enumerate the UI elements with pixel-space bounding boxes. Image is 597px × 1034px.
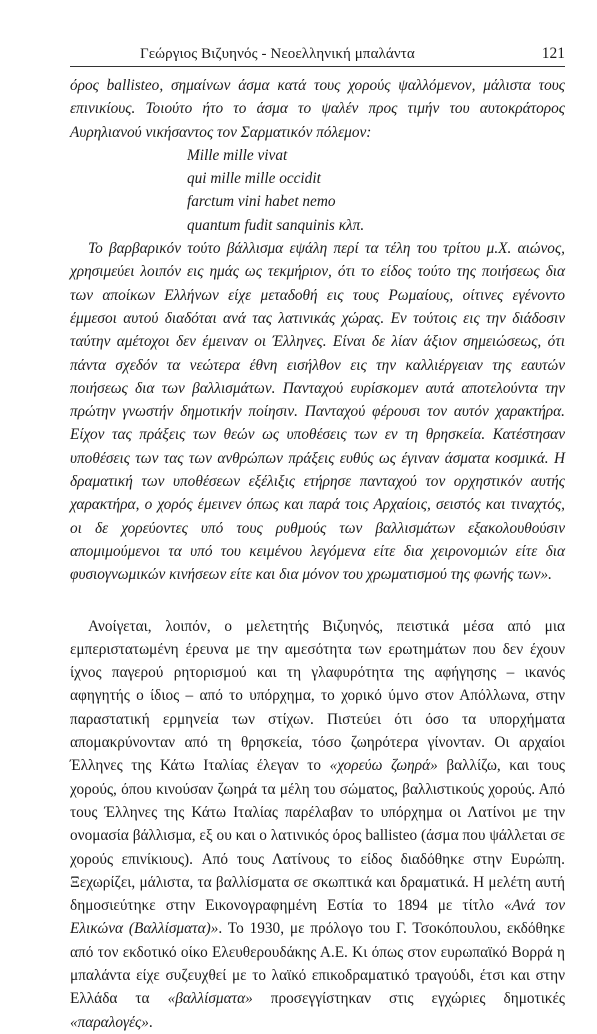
italic-phrase: «χορεύω ζωηρά» bbox=[329, 757, 438, 775]
verse-line: farctum vini habet nemo bbox=[187, 193, 336, 211]
page-number: 121 bbox=[541, 45, 565, 62]
quote-paragraph-1: όρος ballisteo, σημαίνων άσμα κατά τους χορούς ψαλλόμενον, μάλιστα τους επινικίους. Τοιούτο ήτο το άσμα το ψαλέν προς τιμήν του αυτοκράτορος Αυρηλιανού νικήσαντος τον Σαρματικόν πόλεμον: bbox=[70, 77, 565, 141]
body-text-run: . Το 1930, με πρόλογο του Γ. Τσοκόπουλου, εκδόθηκε από τον εκδοτικό οίκο Ελευθερουδάκης Α.Ε. Κι όπως στον ευρωπαϊκό Βορρά η μπαλάντα είχε συζευχθεί με το λαϊκό επικοδραματικό τραγούδι, έτσι και στην Ελλάδα τα bbox=[70, 920, 566, 1008]
verse-line: qui mille mille occidit bbox=[187, 170, 321, 188]
body-paragraph bbox=[70, 615, 565, 1034]
italic-phrase: «βαλλίσματα» bbox=[167, 990, 253, 1008]
verse-line: quantum fudit sanquinis κλπ. bbox=[187, 216, 365, 234]
body-text-run: βαλλίζω, και τους χορούς, όπου κινούσαν ζωηρά τα μέλη του σώματος, βαλλιστικούς χορούς. Από τους Έλληνες της Κάτω Ιταλίας παρέλαβαν το υπόρχημα οι Λατίνοι με την ονομασία βάλλισμα, εξ ου και ο λατινικός όρος ballisteo (άσμα που ψάλλεται σε χορούς επινίκιους). Από τους Λατίνους το είδος διαδόθηκε στην Ευρώπη. Ξεχωρίζει, μάλιστα, τα βαλλίσματα σε σκωπτικά και δραματικά. Η μελέτη αυτή δημοσιεύτηκε στην Εικονογραφημένη Εστία το 1894 με τίτλο bbox=[70, 757, 565, 915]
quoted-passage bbox=[70, 74, 565, 587]
running-title: Γεώργιος Βιζυηνός - Νεοελληνική μπαλάντα bbox=[140, 46, 415, 62]
italic-phrase: «παραλογές» bbox=[70, 1013, 149, 1031]
body-text-run: Ανοίγεται, λοιπόν, ο μελετητής Βιζυηνός, πειστικά μέσα από μια εμπεριστατωμένη έρευνα με την αμεσότητα των ερωτημάτων που δεν έχουν ίχνος παγερού ρητορισμού και τη γλαφυρότητα της αφήγησης – ικανός αφηγητής ο ίδιος – από το υπόρχημα, το χορικό ύμνο στον Απόλλωνα, στην παραστατική ερμηνεία των στίχων. Πιστεύει ότι όσο τα υπορχήματα απομακρύνονταν από τη θρησκεία, τόσο ζωηρότερα γίνονταν. Οι αρχαίοι Έλληνες της Κάτω Ιταλίας έλεγαν το bbox=[70, 617, 565, 775]
body-text bbox=[70, 615, 565, 1034]
latin-verse bbox=[187, 144, 565, 237]
body-text-run: προσεγγίστηκαν στις εγχώριες δημοτικές bbox=[252, 990, 565, 1008]
running-header bbox=[70, 44, 565, 67]
body-text-run: . bbox=[148, 1013, 153, 1031]
quote-paragraph-2: Το βαρβαρικόν τούτο βάλλισμα εψάλη περί τα τέλη του τρίτου μ.Χ. αιώνος, χρησιμεύει λοιπόν εις ημάς ως τεκμήριον, ότι το είδος τούτο της ποιήσεως δια των αποίκων Ελλήνων είχε μεταδοθή εις τους Ρωμαίους, οίτινες εγένοντο έμμεσοι αυτού διαδόται ανά τας λατινικάς χώρας. Εν τούτοις εις την διάδοσιν ταύτην αμέτοχοι δεν έμειναν οι Έλληνες. Είναι δε λίαν άξιον σημειώσεως, ότι πάντα σχεδόν τα νεώτερα έθνη εισήλθον εις την καλλιέργειαν της εαυτών ποιήσεως δια των βαλλισμάτων. Πανταχού ευρίσκομεν αυτά αποτελούντα την πρώτην γνωστήν δημοτικήν ποίησιν. Πανταχού φέρουσι τον αυτόν χαρακτήρα. Είχον τας πράξεις των θεών ως υποθέσεις των εν τη θρησκεία. Κατέστησαν υποθέσεις των τας των ανθρώπων πράξεις ευθύς ως έγιναν άσματα κοσμικά. Η δραματική των υποθέσεων εξέλιξις ετήρησε πανταχού τον ορχηστικόν αυτής χαρακτήρα, ο χορός έμεινεν όπως και παρά τοις Αρχαίοις, σειστός και τιναχτός, οι δε χορεύοντες υπό τους ρυθμούς των βαλλισμάτων εξακολουθούσιν απομιμούμενοι τα υπό του κειμένου λεγόμενα είτε δια χειρονομιών είτε δια φυσιογνωμικών κινήσεων είτε και δια μόνον του χρωματισμού της φωνής των». bbox=[70, 240, 565, 584]
verse-line: Mille mille vivat bbox=[187, 146, 288, 164]
italic-title: «Ανά τον Ελικώνα (Βαλλίσματα)» bbox=[70, 897, 565, 938]
